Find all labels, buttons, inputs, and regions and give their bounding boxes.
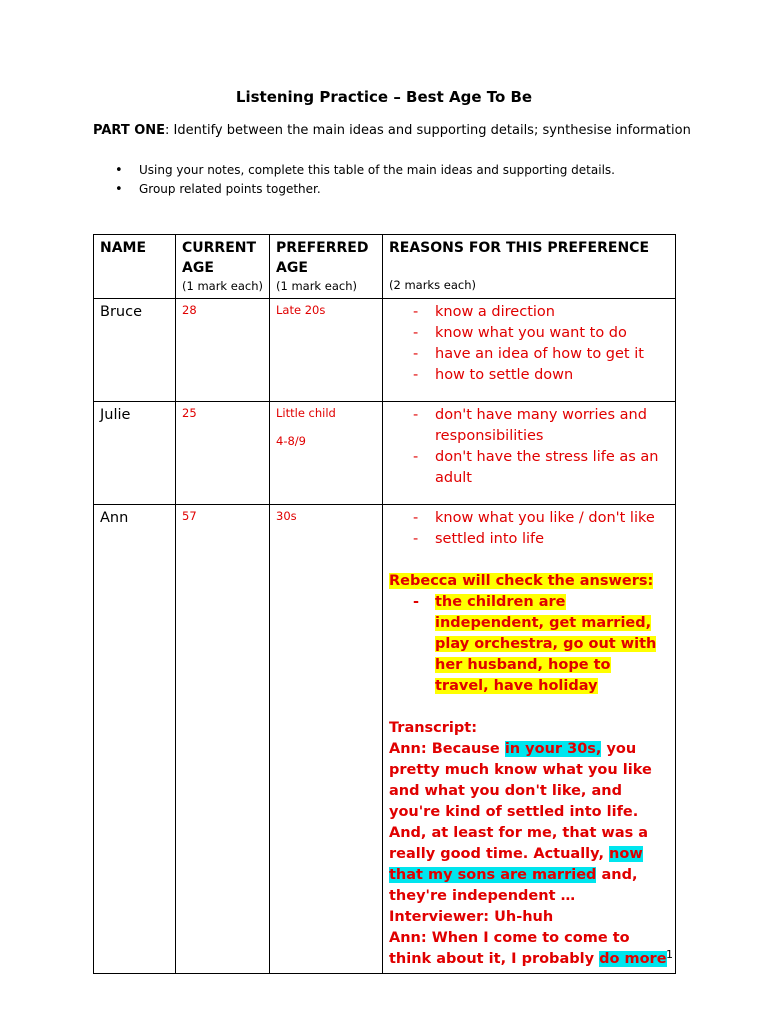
highlight: in your 30s, [504, 741, 602, 757]
reason-item: - don't have many worries and responsibilities [389, 405, 669, 447]
table-header-row [94, 235, 676, 299]
row-reasons [383, 299, 676, 402]
preferred-age-range: 4-8/9 [276, 434, 306, 448]
header-preferred-age: PREFERRED AGE (1 mark each) [270, 235, 383, 299]
preference-table [93, 234, 676, 974]
preferred-age-text: Little child [276, 406, 336, 420]
part-label: PART ONE [93, 123, 166, 138]
transcript-paragraph: Ann: Because in your 30s, you pretty much know what you like and what you don't like, and you're kind of settled into life. And, at least for me, that was a really good time. Actually, now that my sons are married and, they're independent … [389, 741, 652, 904]
header-current-mark: (1 mark each) [182, 279, 263, 293]
header-reasons: REASONS FOR THIS PREFERENCE (2 marks each) [383, 235, 676, 299]
reason-item: - know what you want to do [389, 323, 669, 344]
reason-item: - know a direction [389, 302, 669, 323]
note-title: Rebecca will check the answers: [389, 573, 654, 589]
reason-item: - settled into life [389, 529, 669, 550]
row-name: Bruce [94, 299, 176, 402]
table-row [94, 402, 676, 505]
header-preferred-mark: (1 mark each) [276, 279, 357, 293]
reason-item: - know what you like / don't like [389, 508, 669, 529]
part-one-instruction [93, 123, 691, 138]
highlight: do more [599, 951, 667, 967]
row-preferred-age: Late 20s [270, 299, 383, 402]
reason-item: - how to settle down [389, 365, 669, 386]
note-item: - the children are independent, get married, play orchestra, go out with her husband, hope to travel, have holiday [389, 592, 669, 697]
highlight: now that my sons are married [389, 846, 643, 883]
row-reasons [383, 505, 676, 974]
instruction-item: • Using your notes, complete this table of the main ideas and supporting details. [115, 161, 615, 180]
header-current-age: CURRENT AGE (1 mark each) [176, 235, 270, 299]
table-row [94, 299, 676, 402]
part-text: : Identify between the main ideas and supporting details; synthesise information [165, 123, 691, 138]
transcript [389, 718, 669, 970]
row-current-age: 57 [176, 505, 270, 974]
reason-item: - don't have the stress life as an adult [389, 447, 669, 489]
reason-item: - have an idea of how to get it [389, 344, 669, 365]
row-name: Julie [94, 402, 176, 505]
row-preferred-age: 30s [270, 505, 383, 974]
instruction-item: • Group related points together. [115, 180, 615, 199]
header-reasons-mark: (2 marks each) [389, 278, 476, 292]
instruction-list [115, 161, 615, 199]
transcript-line: Interviewer: Uh-huh [389, 909, 554, 925]
row-current-age: 25 [176, 402, 270, 505]
transcript-paragraph: Ann: When I come to come to think about it, I probably do more [389, 930, 667, 967]
row-preferred-age [270, 402, 383, 505]
document-title: Listening Practice – Best Age To Be [235, 88, 533, 106]
row-reasons [383, 402, 676, 505]
transcript-label: Transcript: [389, 720, 478, 736]
header-name: NAME [94, 235, 176, 299]
page-number: 1 [666, 948, 673, 961]
row-current-age: 28 [176, 299, 270, 402]
table-row [94, 505, 676, 974]
row-name: Ann [94, 505, 176, 974]
